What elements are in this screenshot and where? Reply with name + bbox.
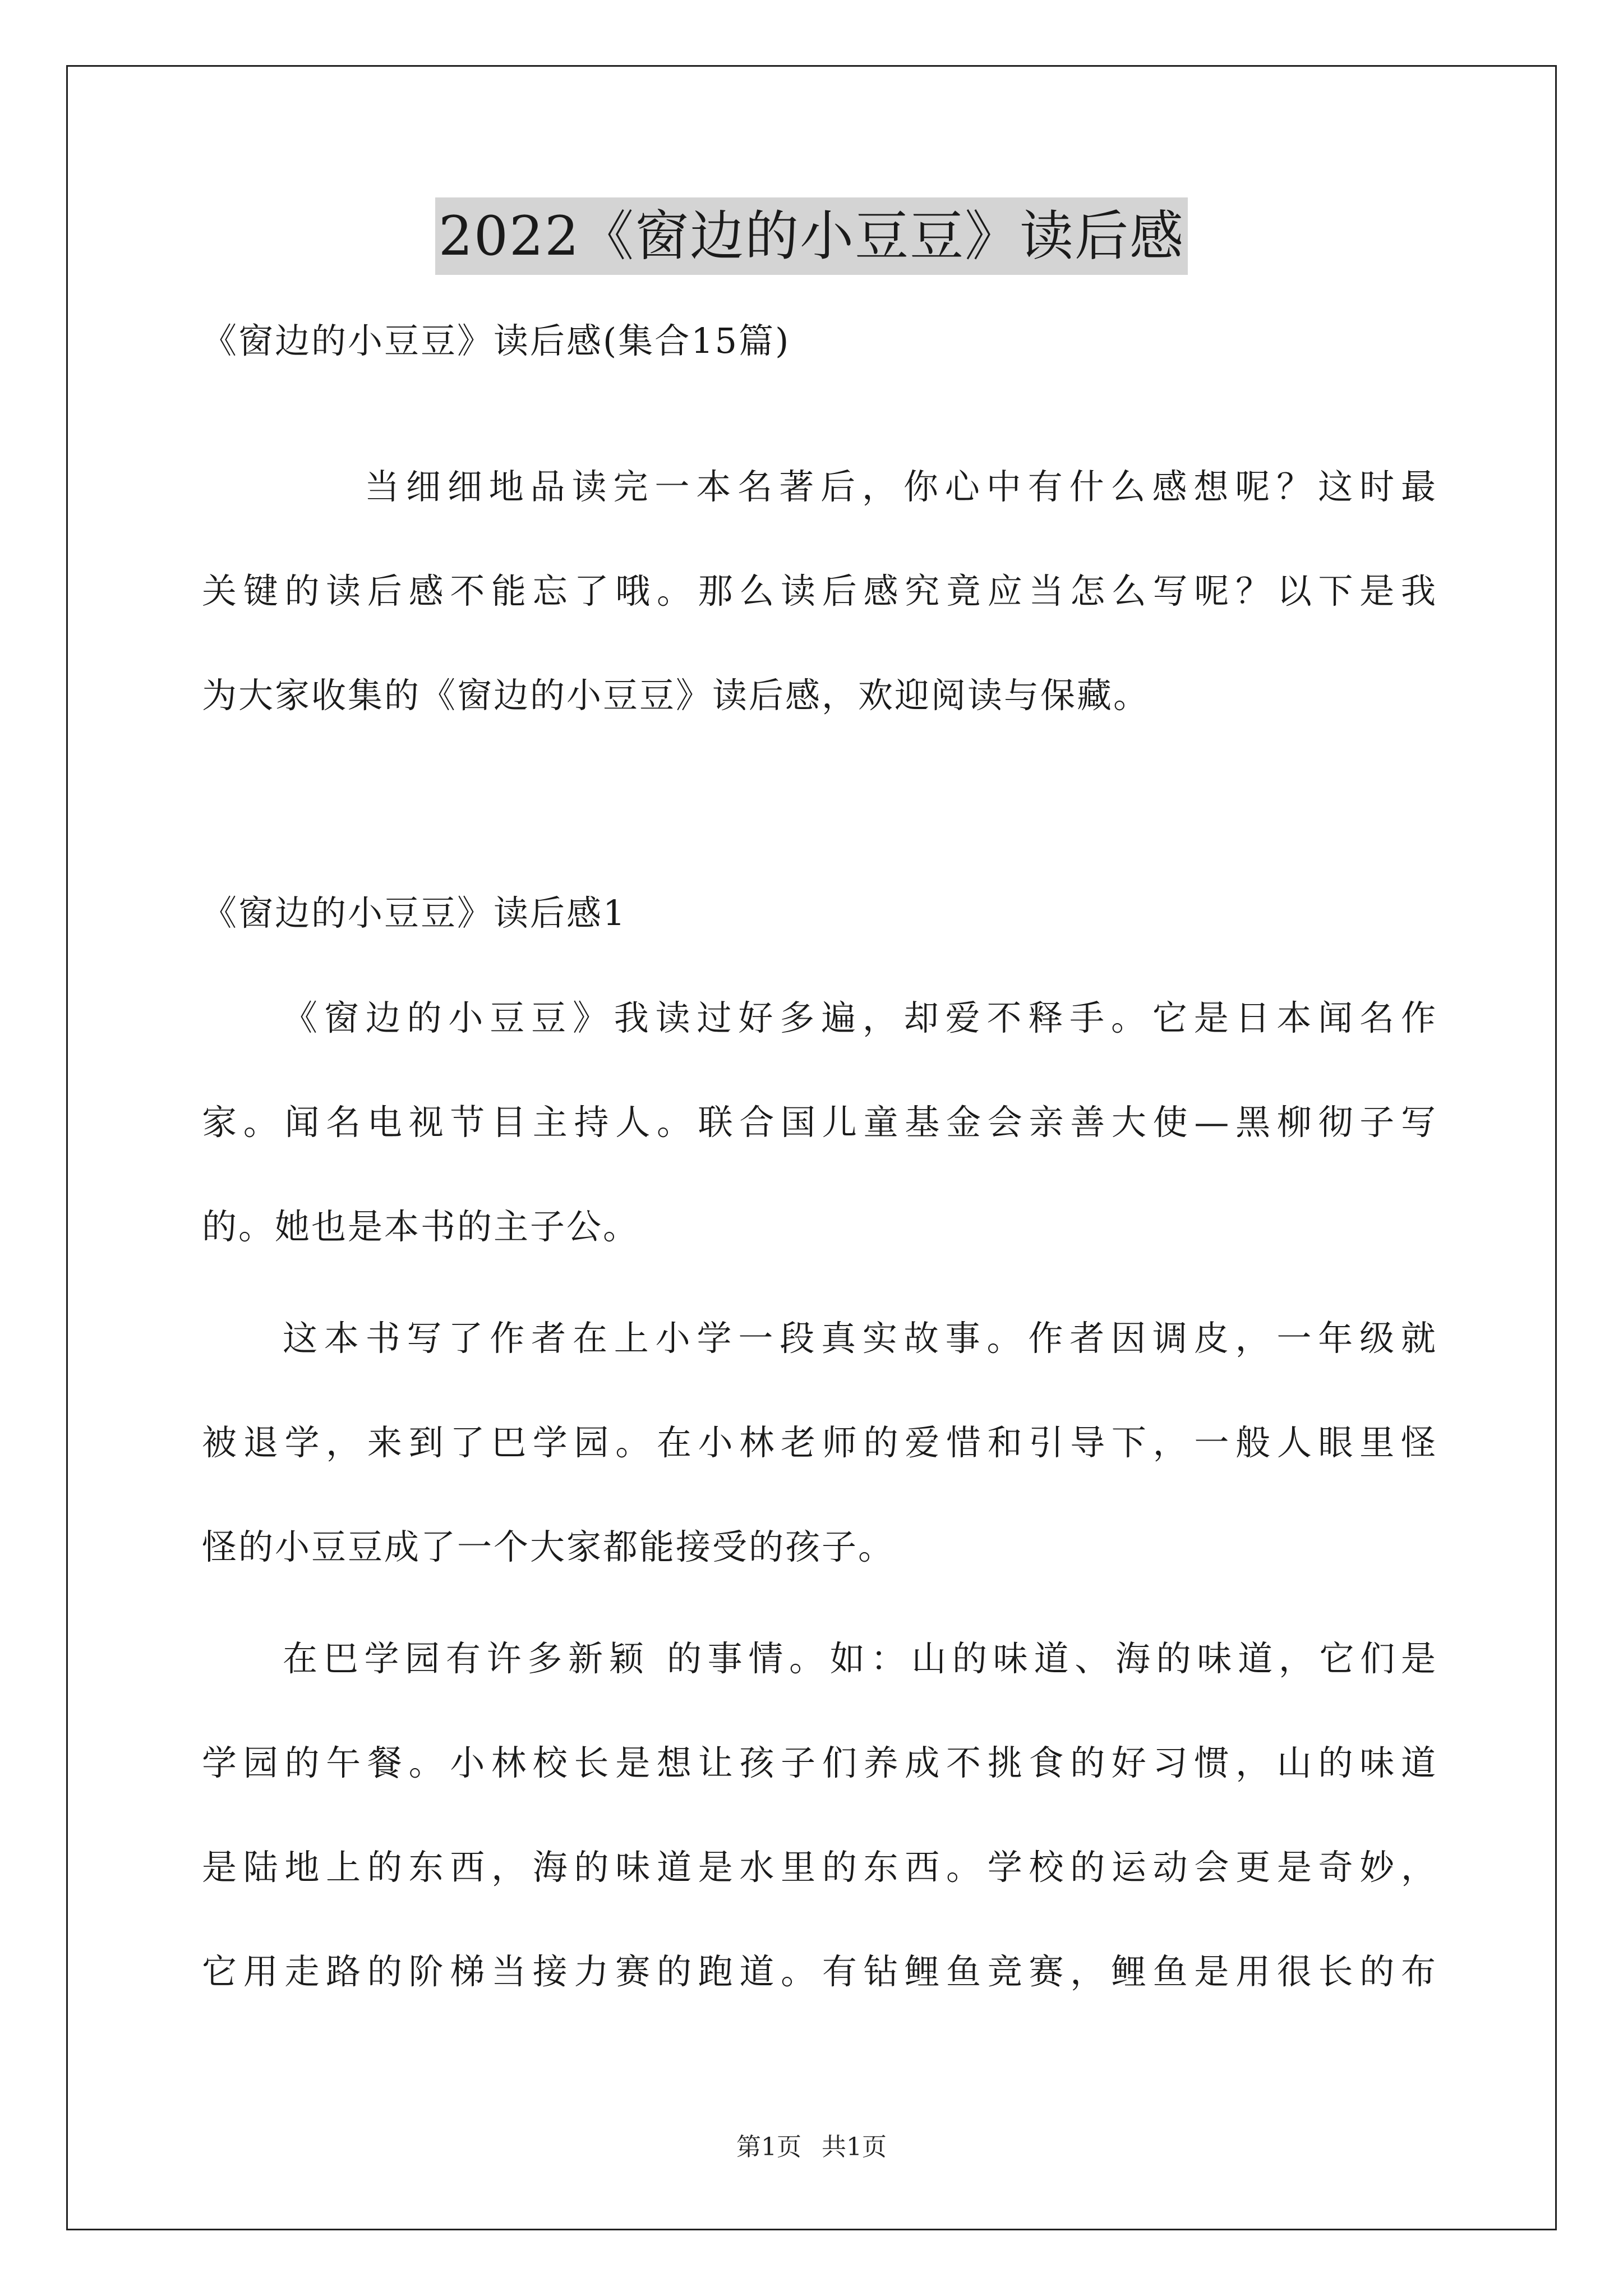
paragraph-line: 《窗边的小豆豆》我读过好多遍，却爱不释手。它是日本闻名作 xyxy=(283,997,1436,1038)
page-border xyxy=(66,65,1557,2230)
page-number: 第1页 xyxy=(736,2133,801,2161)
intro-line: 关键的读后感不能忘了哦。那么读后感究竟应当怎么写呢？以下是我 xyxy=(202,570,1436,611)
paragraph-line: 在巴学园有许多新颖 的事情。如：山的味道、海的味道，它们是 xyxy=(283,1638,1436,1679)
paragraph-line: 怪的小豆豆成了一个大家都能接受的孩子。 xyxy=(202,1526,895,1567)
intro-line: 为大家收集的《窗边的小豆豆》读后感，欢迎阅读与保藏。 xyxy=(202,675,1150,716)
paragraph-line: 是陆地上的东西，海的味道是水里的东西。学校的运动会更是奇妙， xyxy=(202,1847,1436,1888)
paragraph-line: 这本书写了作者在上小学一段真实故事。作者因调皮，一年级就 xyxy=(283,1318,1436,1359)
paragraph-line: 学园的午餐。小林校长是想让孩子们养成不挑食的好习惯，山的味道 xyxy=(202,1742,1436,1783)
paragraph-line: 被退学，来到了巴学园。在小林老师的爱惜和引导下，一般人眼里怪 xyxy=(202,1422,1436,1463)
page-total: 共1页 xyxy=(822,2133,887,2161)
section-heading: 《窗边的小豆豆》读后感1 xyxy=(202,892,627,933)
paragraph-line: 的。她也是本书的主子公。 xyxy=(202,1206,640,1247)
document-title-block xyxy=(0,197,1623,276)
document-title: 2022《窗边的小豆豆》读后感 xyxy=(435,197,1188,275)
document-subtitle: 《窗边的小豆豆》读后感(集合15篇) xyxy=(202,320,791,361)
intro-line: 当细细地品读完一本名著后，你心中有什么感想呢？这时最 xyxy=(365,466,1436,507)
page-footer xyxy=(0,2132,1623,2163)
paragraph-line: 家。闻名电视节目主持人。联合国儿童基金会亲善大使—黑柳彻子写 xyxy=(202,1102,1436,1143)
paragraph-line: 它用走路的阶梯当接力赛的跑道。有钻鲤鱼竞赛，鲤鱼是用很长的布 xyxy=(202,1951,1436,1992)
